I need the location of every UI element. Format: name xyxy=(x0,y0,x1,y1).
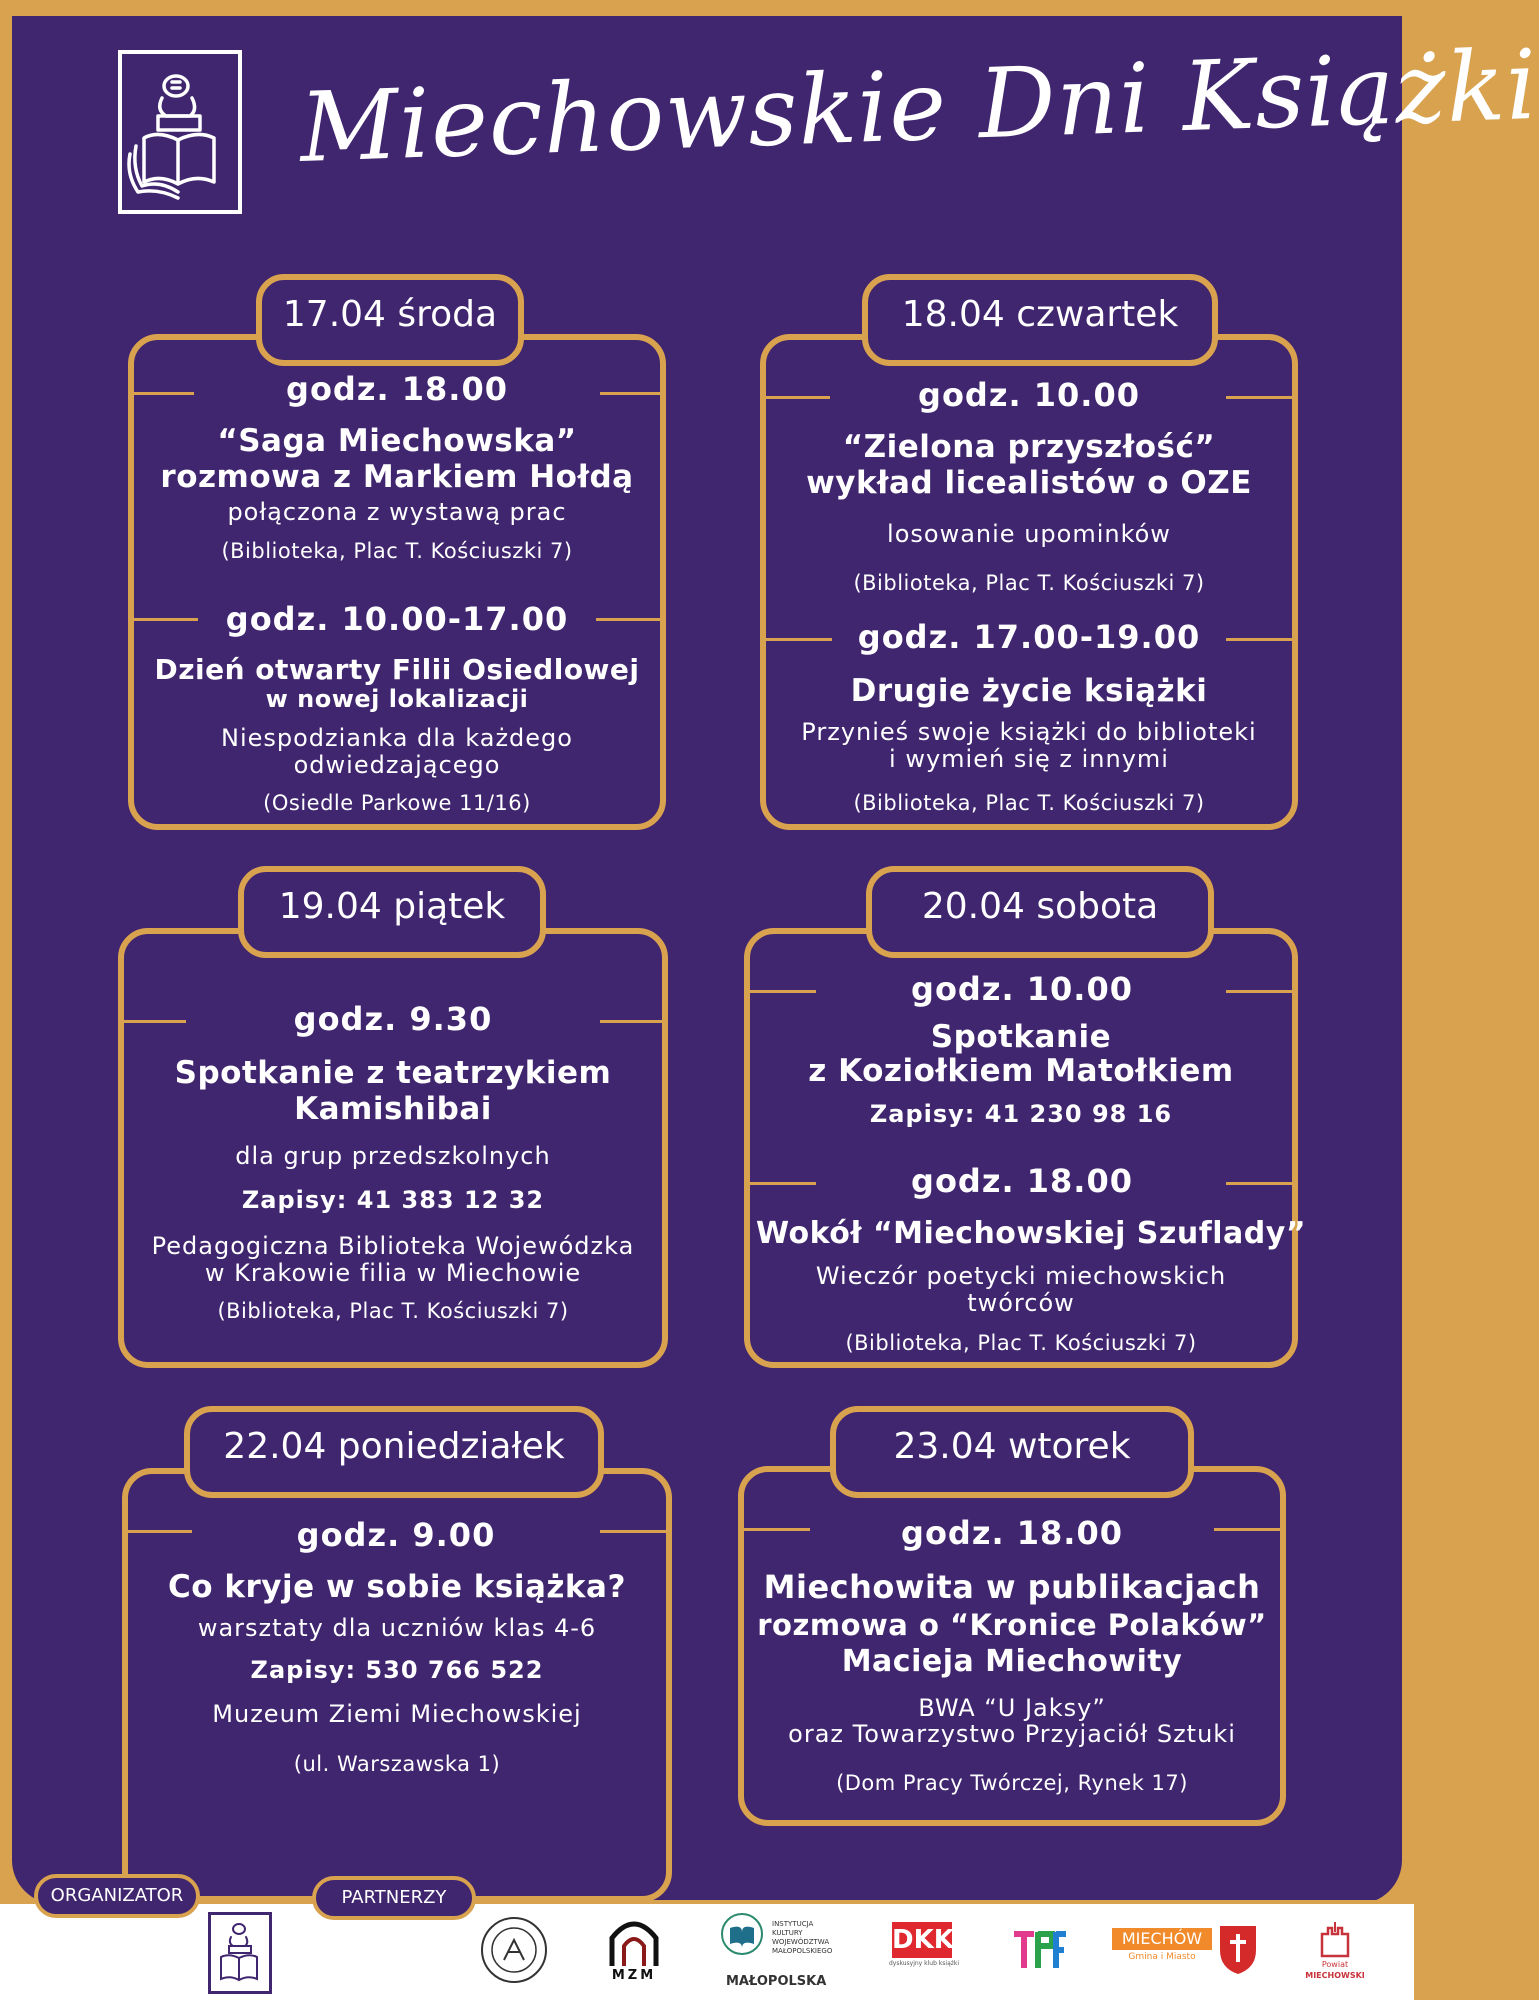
event-place: (Osiedle Parkowe 11/16) xyxy=(263,791,531,815)
event-place: (Dom Pracy Twórczej, Rynek 17) xyxy=(836,1771,1188,1795)
tpf-society-logo xyxy=(1010,1926,1068,1974)
event-description: połączona z wystawą prac xyxy=(227,498,567,526)
event-description: losowanie upominków xyxy=(887,520,1171,548)
gallery-u-jaksy-logo xyxy=(478,1914,550,1986)
miechow-logo-sub: Gmina i Miasto xyxy=(1128,1952,1196,1962)
event-title: “Zielona przyszłość” xyxy=(842,429,1216,465)
event-place: (Biblioteka, Plac T. Kościuszki 7) xyxy=(853,791,1205,815)
event-organizer: Muzeum Ziemi Miechowskiej xyxy=(212,1700,582,1728)
divider-line xyxy=(1226,1182,1292,1185)
event-description: Niespodzianka dla każdego xyxy=(221,724,573,752)
event-date-tab: 17.04 środa xyxy=(256,274,524,366)
round-seal-icon xyxy=(478,1914,550,1986)
event-organizer: Pedagogiczna Biblioteka Wojewódzka xyxy=(151,1232,635,1260)
book-reader-icon xyxy=(122,54,238,210)
event-title: Kamishibai xyxy=(294,1091,492,1127)
event-title: Spotkanie z teatrzykiem xyxy=(174,1055,612,1091)
event-time: godz. 17.00-19.00 xyxy=(857,618,1201,656)
event-title: w nowej lokalizacji xyxy=(265,685,529,713)
divider-line xyxy=(1226,396,1292,399)
event-date-tab: 18.04 czwartek xyxy=(862,274,1218,366)
event-description: twórców xyxy=(967,1289,1075,1317)
event-description: odwiedzającego xyxy=(293,751,501,779)
divider-line xyxy=(600,392,660,395)
event-title: Co kryje w sobie książka? xyxy=(168,1569,626,1605)
event-time: godz. 10.00-17.00 xyxy=(225,600,569,638)
event-description: dla grup przedszkolnych xyxy=(235,1142,551,1170)
organizer-logo xyxy=(208,1912,272,1994)
page-title: Miechowskie Dni Książki xyxy=(298,28,1539,184)
event-place: (Biblioteka, Plac T. Kościuszki 7) xyxy=(221,539,573,563)
malopolska-institute-logo xyxy=(720,1912,840,1992)
event-date-tab: 22.04 poniedziałek xyxy=(184,1406,604,1498)
institute-logo-text: INSTYTUCJA KULTURY WOJEWÓDZTWA MAŁOPOLSKIEGO xyxy=(772,1920,833,1955)
event-organizer: BWA “U Jaksy” xyxy=(918,1694,1106,1722)
signup-phone: Zapisy: 41 383 12 32 xyxy=(241,1186,545,1214)
powiat-logo-pre: Powiat xyxy=(1321,1960,1349,1969)
signup-phone: Zapisy: 530 766 522 xyxy=(250,1656,544,1684)
event-place: (ul. Warszawska 1) xyxy=(293,1752,501,1776)
book-reader-icon xyxy=(211,1915,269,1991)
event-title: rozmowa z Markiem Hołdą xyxy=(160,459,634,495)
mzm-museum-logo xyxy=(606,1916,662,1988)
dkk-logo-text: DKK xyxy=(892,1922,952,1958)
event-date-tab: 19.04 piątek xyxy=(238,866,546,958)
tpf-letters-icon xyxy=(1010,1926,1068,1974)
event-description: Przynieś swoje książki do biblioteki xyxy=(801,718,1257,746)
event-description: i wymień się z innymi xyxy=(889,745,1169,773)
event-time: godz. 9.00 xyxy=(296,1516,496,1554)
event-title: Dzień otwarty Filii Osiedlowej xyxy=(154,653,640,686)
divider-line xyxy=(124,1020,186,1023)
event-time: godz. 18.00 xyxy=(286,370,508,408)
dkk-logo-sub: dyskusyjny klub książki xyxy=(888,1960,960,1967)
divider-line xyxy=(1214,1528,1280,1531)
event-time: godz. 18.00 xyxy=(901,1514,1123,1552)
event-place: (Biblioteka, Plac T. Kościuszki 7) xyxy=(217,1299,569,1323)
event-title: z Koziołkiem Matołkiem xyxy=(808,1053,1234,1089)
event-description: Wieczór poetycki miechowskich xyxy=(815,1262,1227,1290)
event-organizer: oraz Towarzystwo Przyjaciół Sztuki xyxy=(788,1720,1236,1748)
divider-line xyxy=(750,1182,816,1185)
castle-icon xyxy=(1302,1916,1368,1958)
signup-phone: Zapisy: 41 230 98 16 xyxy=(869,1100,1173,1128)
event-time: godz. 10.00 xyxy=(911,970,1133,1008)
divider-line xyxy=(766,638,832,641)
powiat-logo-text: MIECHOWSKI xyxy=(1305,1971,1365,1980)
museum-arch-icon xyxy=(606,1916,662,1968)
event-time: godz. 10.00 xyxy=(918,376,1140,414)
event-date-tab: 20.04 sobota xyxy=(866,866,1214,958)
event-title: Drugie życie książki xyxy=(850,673,1208,709)
library-logo xyxy=(118,50,242,214)
event-title: Wokół “Miechowskiej Szuflady” xyxy=(756,1216,1307,1251)
dkk-club-logo xyxy=(888,1922,960,1976)
malopolska-logo-text: MAŁOPOLSKA xyxy=(726,1974,827,1989)
divider-line xyxy=(600,1020,662,1023)
partners-label: PARTNERZY xyxy=(312,1876,476,1920)
event-organizer: w Krakowie filia w Miechowie xyxy=(204,1259,582,1287)
divider-line xyxy=(1226,638,1292,641)
event-time: godz. 18.00 xyxy=(911,1162,1133,1200)
event-description: warsztaty dla uczniów klas 4-6 xyxy=(197,1614,597,1642)
event-time: godz. 9.30 xyxy=(293,1000,493,1038)
divider-line xyxy=(744,1528,810,1531)
event-title: “Saga Miechowska” xyxy=(217,423,577,459)
miechow-logo-text: MIECHÓW xyxy=(1112,1928,1212,1950)
divider-line xyxy=(750,990,816,993)
coat-of-arms-icon xyxy=(1216,1922,1260,1976)
divider-line xyxy=(1226,990,1292,993)
divider-line xyxy=(596,618,660,621)
divider-line xyxy=(134,618,198,621)
event-title: rozmowa o “Kronice Polaków” xyxy=(757,1608,1267,1642)
organizer-label: ORGANIZATOR xyxy=(34,1874,200,1918)
divider-line xyxy=(134,392,194,395)
event-title: Miechowita w publikacjach xyxy=(763,1568,1261,1606)
event-place: (Biblioteka, Plac T. Kościuszki 7) xyxy=(853,571,1205,595)
event-title: Macieja Miechowity xyxy=(841,1644,1183,1679)
mzm-logo-text: MZM xyxy=(611,1968,657,1983)
divider-line xyxy=(128,1530,192,1533)
event-title: Spotkanie xyxy=(930,1019,1112,1055)
event-place: (Biblioteka, Plac T. Kościuszki 7) xyxy=(845,1331,1197,1355)
divider-line xyxy=(766,396,830,399)
miechow-county-logo xyxy=(1302,1916,1368,1990)
book-icon xyxy=(720,1912,764,1960)
event-date-tab: 23.04 wtorek xyxy=(830,1406,1194,1498)
event-title: wykład licealistów o OZE xyxy=(806,465,1252,501)
miechow-commune-logo xyxy=(1112,1922,1262,1980)
divider-line xyxy=(600,1530,666,1533)
